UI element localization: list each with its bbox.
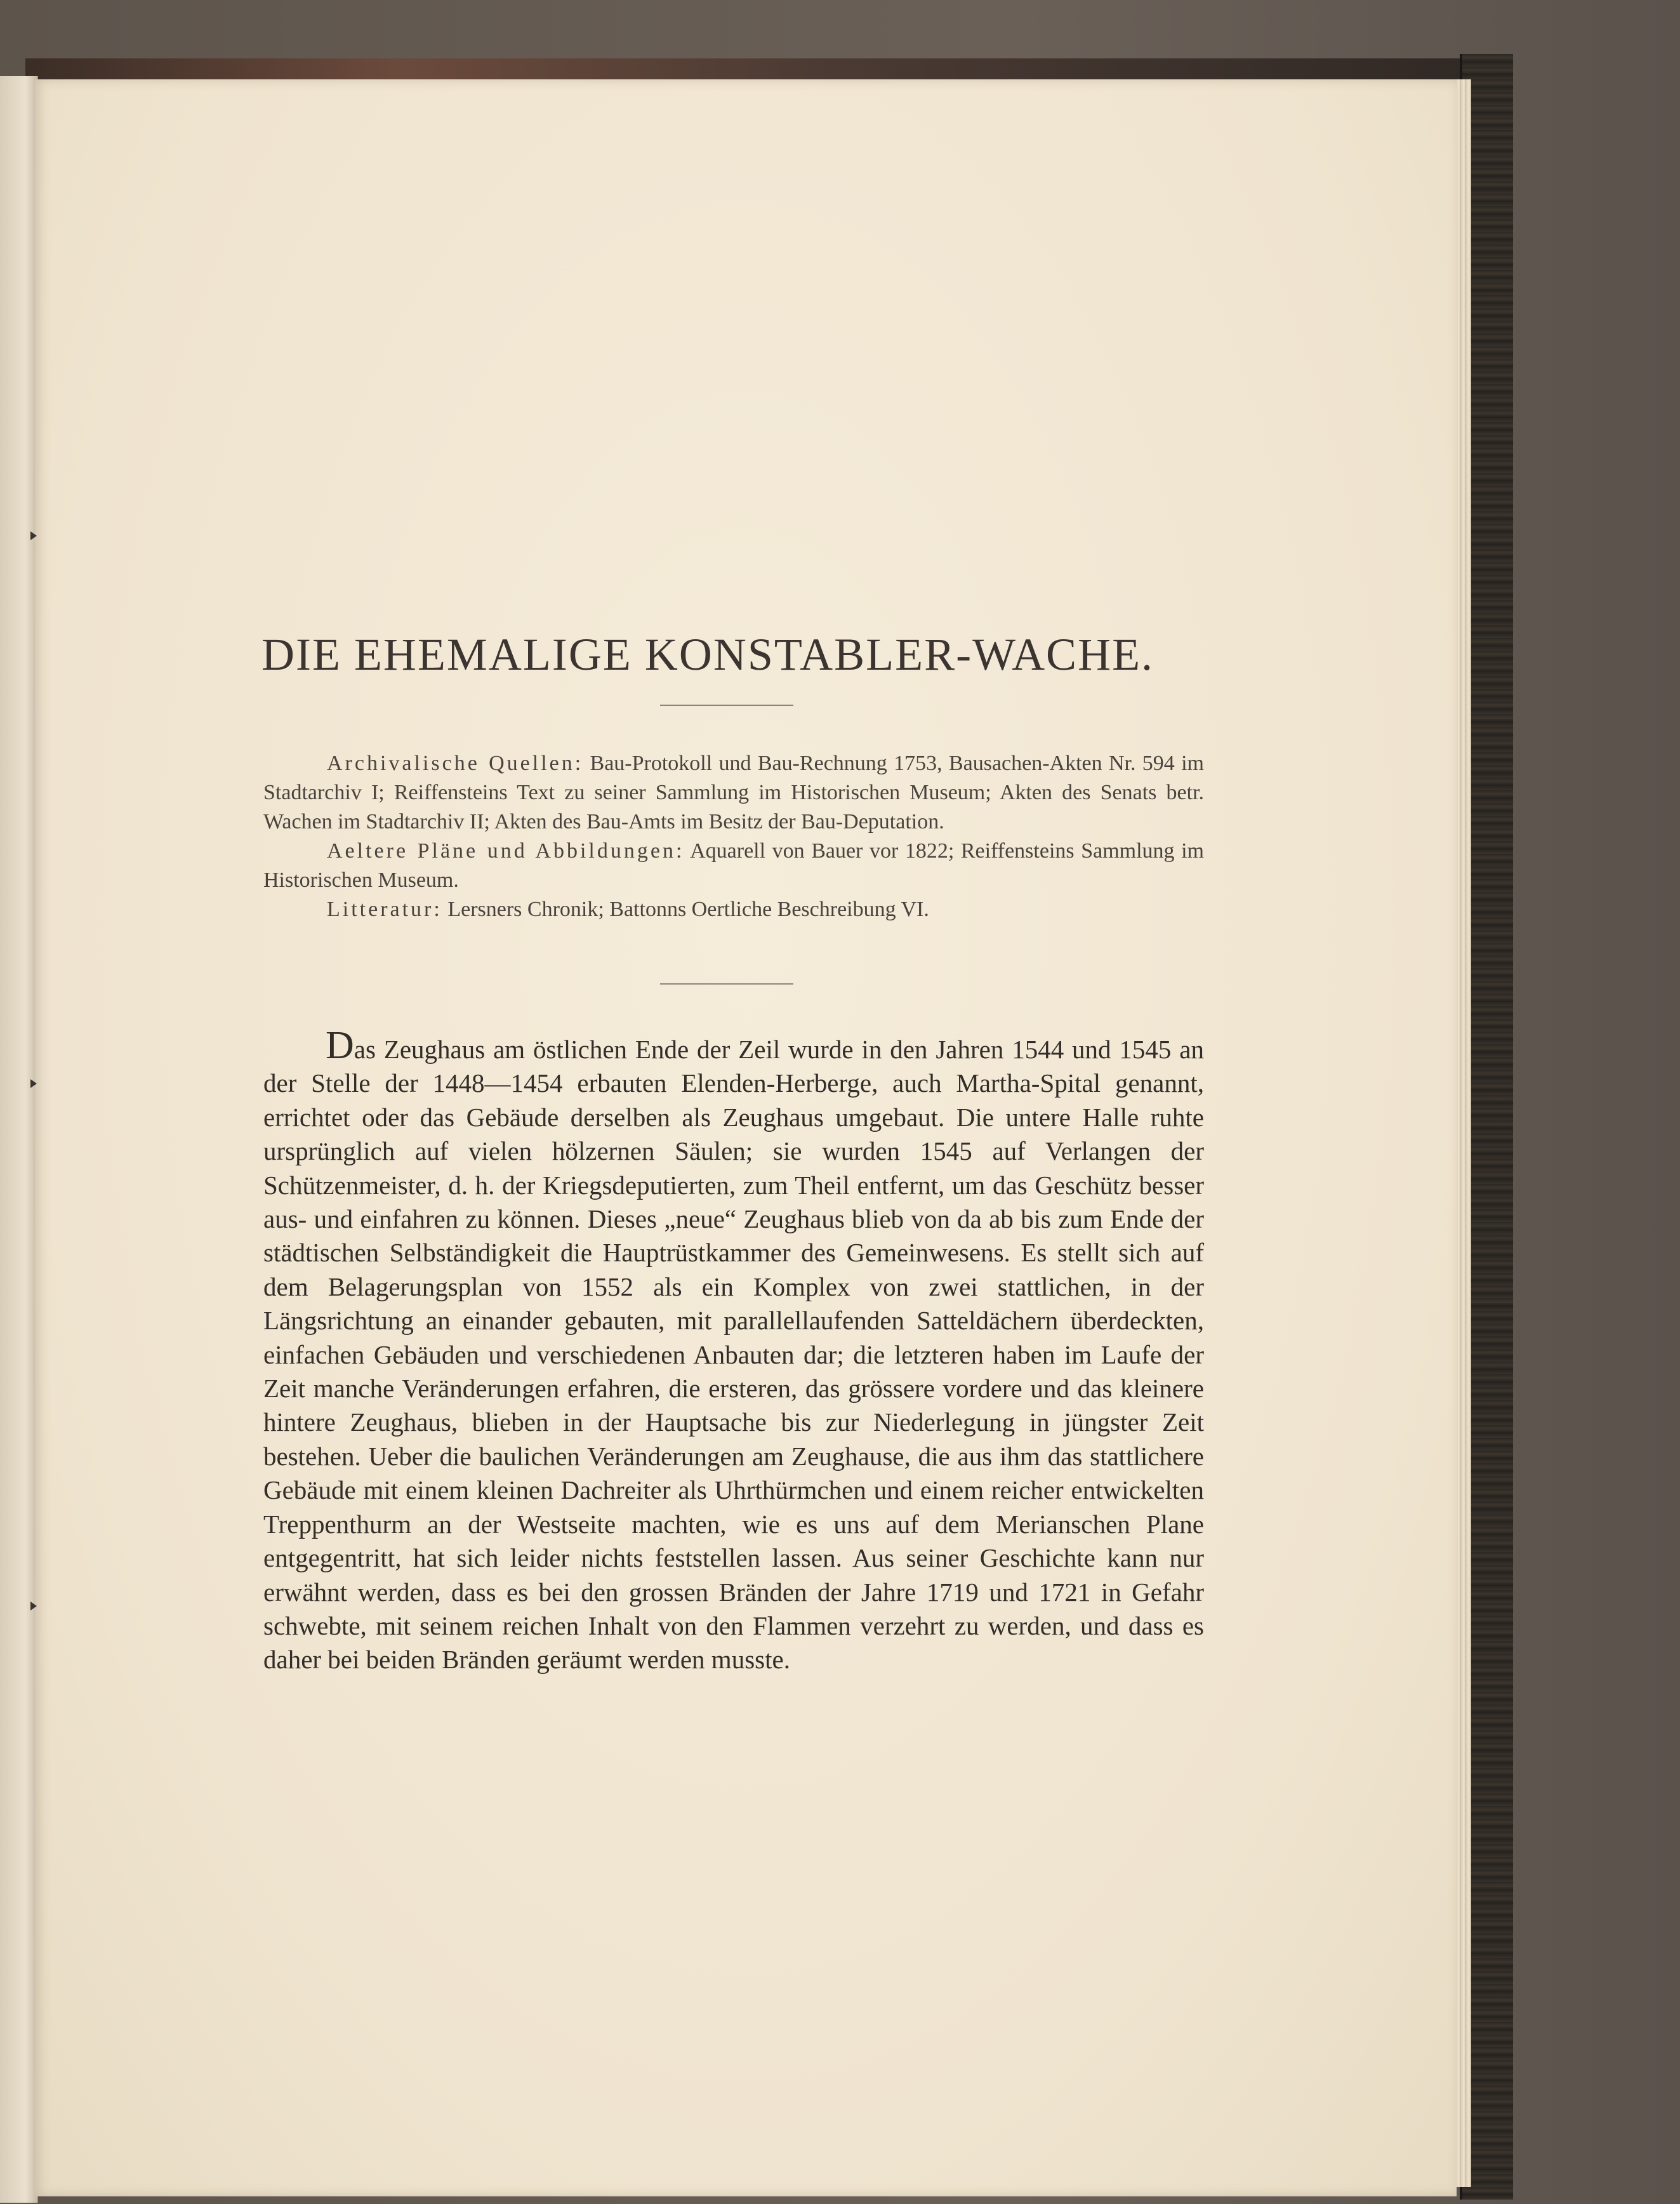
chapter-title: DIE EHEMALIGE KONSTABLER-WACHE. [261, 629, 1154, 680]
paragraph-text: as Zeughaus am östlichen Ende der Zeil wurde in den Jahren 1544 und 1545 an der Stelle der 1448—1454 erbauten Elenden-Herberge, auch Martha-Spital genannt, errichtet oder das Gebäude derselben als Zeughaus umgebaut. Die untere Halle ruhte ursprünglich auf vielen hölzernen Säulen; sie wurden 1545 auf Verlangen der Schützenmeister, d. h. der Kriegsdeputierten, zum Theil entfernt, um das Geschütz besser aus- und einfahren zu können. Dieses „neue“ Zeughaus blieb von da ab bis zum Ende der städtischen Selbständigkeit die Hauptrüstkammer des Gemeinwesens. Es stellt sich auf dem Belagerungsplan von 1552 als ein Komplex von zwei stattlichen, in der Längsrichtung an einander gebauten, mit parallellaufenden Satteldächern überdeckten, einfachen Gebäuden und verschiedenen Anbauten dar; die letzteren haben im Laufe der Zeit manche Veränderungen erfahren, die ersteren, das grössere vordere und das kleinere hintere Zeughaus, blieben in der Hauptsache bis zur Niederlegung in jüngster Zeit bestehen. Ueber die baulichen Veränderungen am Zeughause, die aus ihm das stattlichere Gebäude mit einem kleinen Dachreiter als Uhrthürmchen und einem reicher entwickelten Treppenthurm an der Westseite machten, wie es uns auf dem Merianschen Plane entgegentritt, hat sich leider nichts feststellen lassen. Aus seiner Geschichte kann nur erwähnt werden, dass es bei den grossen Bränden der Jahre 1719 und 1721 in Gefahr schwebte, mit seinem reichen Inhalt von den Flammen verzehrt zu werden, und dass es daher bei beiden Bränden geräumt werden musste. [263, 1035, 1204, 1675]
sources-divider [660, 983, 793, 985]
sources-text: Bau-Protokoll und Bau-Rechnung 1753, Bausachen-Akten Nr. 594 im Stadtarchiv I; Reiffensteins Text zu seiner Sammlung im Historischen Museum; Akten des Senats betr. Wachen im Stadtarchiv II; Akten des Bau-Amts im Besitz der Bau-Deputation. [263, 752, 1204, 833]
sources-text: Aquarell von Bauer vor 1822; Reiffensteins Sammlung im Historischen Museum. [263, 839, 1205, 892]
sources-label: Archivalische Quellen: [327, 752, 584, 775]
sources-literature [263, 895, 1204, 924]
sources-block [263, 749, 1204, 924]
margin-marker [30, 1079, 37, 1088]
title-divider [660, 705, 793, 706]
sources-plans [263, 837, 1204, 895]
body-paragraph [263, 1024, 1204, 1677]
sources-text: Lersners Chronik; Battonns Oertliche Beschreibung VI. [442, 898, 929, 921]
facing-page-edge [0, 76, 38, 2203]
margin-marker [30, 1602, 37, 1610]
sources-archival [263, 749, 1204, 837]
body-text [263, 1024, 1204, 1677]
initial-letter: D [326, 1024, 354, 1067]
sources-label: Litteratur: [327, 898, 442, 921]
sources-label: Aeltere Pläne und Abbildungen: [327, 839, 685, 863]
margin-marker [30, 531, 37, 540]
